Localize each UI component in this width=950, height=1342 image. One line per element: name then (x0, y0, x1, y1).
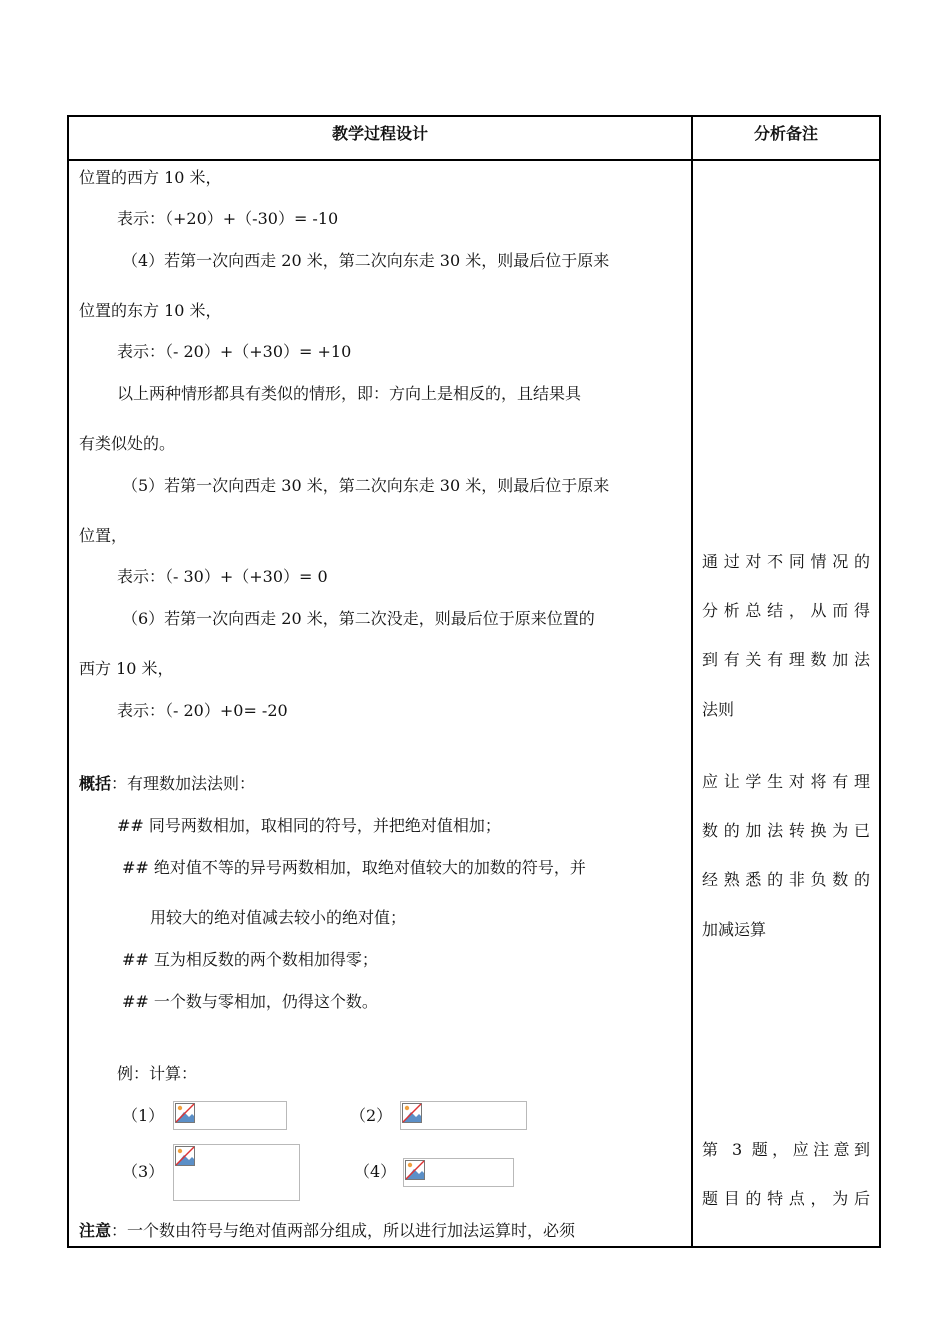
example-title: 例：计算： (117, 1064, 198, 1083)
summary-text: ：有理数加法法则： (111, 774, 256, 793)
rule-line: 用较大的绝对值减去较小的绝对值； (150, 908, 407, 927)
formula-line: 表示：（- 20）+0= -20 (117, 701, 288, 720)
note-text: ：一个数由符号与绝对值两部分组成，所以进行加法运算时，必须 (111, 1221, 576, 1240)
remark-line: 分析总结，从而得 (702, 601, 870, 620)
note-label: 注意 (79, 1221, 112, 1240)
remark-line: 加减运算 (702, 920, 767, 939)
formula-image-2 (400, 1101, 527, 1130)
formula-line: 表示：（+20）+（-30）= -10 (117, 209, 339, 228)
note-line (79, 1221, 575, 1241)
text-line: 位置的东方 10 米， (79, 301, 222, 320)
summary-line (79, 774, 255, 794)
formula-line: 表示：（- 30）+（+30）= 0 (117, 567, 328, 586)
example-label-3: （3） (122, 1162, 165, 1181)
broken-image-icon (402, 1103, 422, 1123)
formula-line: 表示：（- 20）+（+30）= +10 (117, 342, 352, 361)
formula-image-3 (173, 1144, 300, 1201)
header-teaching-process: 教学过程设计 (331, 124, 428, 143)
column-divider (691, 117, 693, 1246)
rule-line: ## 一个数与零相加，仍得这个数。 (122, 992, 378, 1011)
table-header-row (69, 117, 879, 161)
summary-label: 概括 (79, 774, 112, 793)
rule-line: ## 同号两数相加，取相同的符号，并把绝对值相加； (117, 816, 501, 835)
remark-line: 第 3 题，应注意到 (702, 1140, 870, 1159)
rule-line: ## 互为相反数的两个数相加得零； (122, 950, 378, 969)
text-line: 有类似处的。 (79, 434, 176, 453)
header-analysis-notes: 分析备注 (753, 124, 818, 143)
text-line: 以上两种情形都具有类似的情形，即：方向上是相反的，且结果具 (117, 384, 582, 403)
text-line: （5）若第一次向西走 30 米，第二次向东走 30 米，则最后位于原来 (122, 476, 610, 495)
remark-line: 数的加法转换为已 (702, 821, 870, 840)
text-line: （4）若第一次向西走 20 米，第二次向东走 30 米，则最后位于原来 (122, 251, 610, 270)
text-line: （6）若第一次向西走 20 米，第二次没走，则最后位于原来位置的 (122, 609, 595, 628)
broken-image-icon (175, 1146, 195, 1166)
formula-image-1 (173, 1101, 287, 1130)
remark-line: 应让学生对将有理 (702, 772, 870, 791)
remark-line: 法则 (702, 700, 735, 719)
text-line: 位置的西方 10 米， (79, 168, 222, 187)
broken-image-icon (405, 1160, 425, 1180)
rule-line: ## 绝对值不等的异号两数相加，取绝对值较大的加数的符号，并 (122, 858, 586, 877)
text-line: 位置， (79, 526, 128, 545)
broken-image-icon (175, 1103, 195, 1123)
formula-image-4 (403, 1158, 514, 1187)
example-label-4: （4） (354, 1162, 397, 1181)
remark-line: 经熟悉的非负数的 (702, 870, 870, 889)
remark-line: 题目的特点，为后 (702, 1189, 870, 1208)
remark-line: 到有关有理数加法 (702, 650, 870, 669)
example-label-1: （1） (122, 1106, 165, 1125)
remark-line: 通过对不同情况的 (702, 552, 870, 571)
text-line: 西方 10 米， (79, 659, 174, 678)
example-label-2: （2） (350, 1106, 393, 1125)
